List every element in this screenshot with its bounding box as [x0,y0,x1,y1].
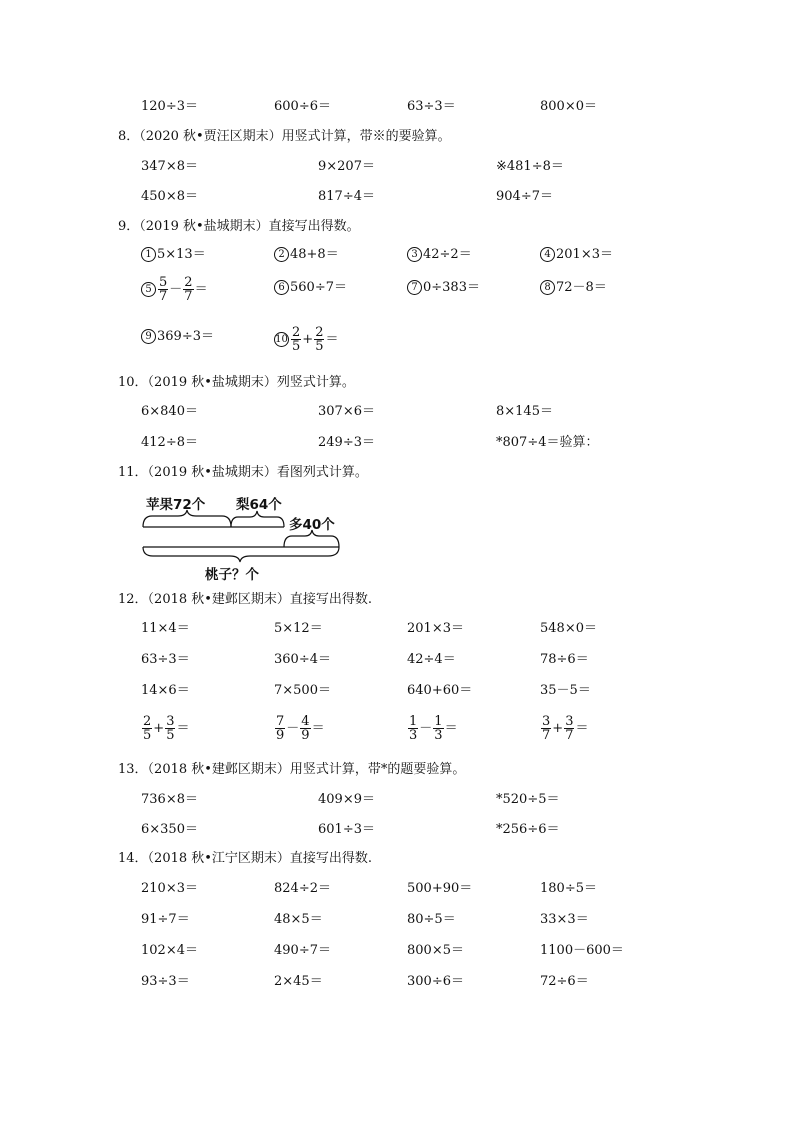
question-12-title: 12．（2018 秋•建邺区期末）直接写出得数. [118,592,373,607]
question-10-title: 10．（2019 秋•盐城期末）列竖式计算。 [118,375,355,390]
calc-item: 4 201×3＝ [540,247,613,263]
question-14-title: 14．（2018 秋•江宁区期末）直接写出得数. [118,851,373,866]
calc-item: 35－5＝ [540,683,591,698]
calc-item: 736×8＝ [141,792,198,807]
calc-item: 93÷3＝ [141,974,190,989]
calc-item: 5×12＝ [274,621,323,636]
calc-item: 8×145＝ [496,404,553,419]
circled-number: 6 [274,280,289,295]
calc-item: 63÷3＝ [141,652,190,667]
calc-item: *520÷5＝ [496,792,560,807]
calc-item: 201×3＝ [407,621,464,636]
calc-item: 800×0＝ [540,99,597,114]
calc-item: 817÷4＝ [318,189,375,204]
calc-item: 33×3＝ [540,912,589,927]
calc-item: 307×6＝ [318,404,375,419]
fraction: $\frac{1}{3}$ [434,714,443,743]
peach-brace [143,547,339,562]
calc-item: 1 5×13＝ [141,247,206,263]
calc-item: *256÷6＝ [496,822,560,837]
circled-number: 4 [540,247,555,262]
question-13-title: 13．（2018 秋•建邺区期末）用竖式计算，带*的题要验算。 [118,762,466,777]
calc-item: 1100－600＝ [540,943,624,958]
circled-number: 8 [540,280,555,295]
calc-item: 14×6＝ [141,683,190,698]
calc-item: 500+90＝ [407,881,473,896]
fraction-item: $\frac{1}{3}$ － $\frac{1}{3}$ ＝ [409,714,458,743]
fraction-item: 10 $\frac{2}{5}$ + $\frac{2}{5}$ ＝ [275,325,339,354]
calc-item: 91÷7＝ [141,912,190,927]
fraction-item: $\frac{3}{7}$ + $\frac{3}{7}$ ＝ [542,714,589,743]
more-label: 多40个 [289,517,335,533]
calc-item: 72÷6＝ [540,974,589,989]
circled-number: 1 [141,247,156,262]
question-8-title: 8．（2020 秋•贾汪区期末）用竖式计算，带※的要验算。 [118,129,451,144]
pear-label: 梨64个 [236,497,282,513]
calc-item: 600÷6＝ [274,99,331,114]
fraction: $\frac{3}{7}$ [542,714,551,743]
fraction-item: 5 $\frac{5}{7}$ － $\frac{2}{7}$ ＝ [141,276,208,303]
fraction: $\frac{2}{7}$ [184,275,193,304]
calc-item: 409×9＝ [318,792,375,807]
calc-item: 180÷5＝ [540,881,597,896]
calc-item: *807÷4＝验算： [496,435,599,450]
calc-item: 6 560÷7＝ [274,280,347,296]
calc-item: 800×5＝ [407,943,464,958]
circled-number: 3 [407,247,422,262]
fraction-item: $\frac{2}{5}$ + $\frac{3}{5}$ ＝ [143,714,190,743]
fraction: $\frac{7}{9}$ [276,714,285,743]
calc-item: 210×3＝ [141,881,198,896]
circled-number: 9 [141,329,156,344]
circled-number: 5 [141,282,156,297]
fraction: $\frac{3}{7}$ [565,714,574,743]
apple-label: 苹果72个 [146,497,206,513]
calc-item: 6×840＝ [141,404,198,419]
fraction: $\frac{2}{5}$ [315,325,324,354]
calc-item: 48×5＝ [274,912,323,927]
calc-item: 2 48+8＝ [274,247,339,263]
pear-brace [231,511,284,527]
calc-item: ※481÷8＝ [496,159,564,174]
calc-item: 824÷2＝ [274,881,331,896]
calc-item: 640+60＝ [407,683,473,698]
question-11-title: 11．（2019 秋•盐城期末）看图列式计算。 [118,465,368,480]
calc-item: 7×500＝ [274,683,331,698]
calc-item: 360÷4＝ [274,652,331,667]
calc-item: 78÷6＝ [540,652,589,667]
calc-item: 7 0÷383＝ [407,280,480,296]
calc-item: 9 369÷3＝ [141,329,214,345]
calc-item: 9×207＝ [318,159,375,174]
fraction: $\frac{4}{9}$ [301,714,310,743]
circled-number: 10 [275,334,288,345]
calc-item: 300÷6＝ [407,974,464,989]
calc-item: 2×45＝ [274,974,323,989]
calc-item: 42÷4＝ [407,652,456,667]
circled-number: 2 [274,247,289,262]
peach-label: 桃子？个 [205,567,259,583]
fraction: $\frac{3}{5}$ [166,714,175,743]
fraction: $\frac{2}{5}$ [292,325,301,354]
calc-item: 63÷3＝ [407,99,456,114]
circled-number: 7 [407,280,422,295]
calc-item: 347×8＝ [141,159,198,174]
calc-item: 249÷3＝ [318,435,375,450]
calc-item: 601÷3＝ [318,822,375,837]
calc-item: 450×8＝ [141,189,198,204]
calc-item: 6×350＝ [141,822,198,837]
calc-item: 548×0＝ [540,621,597,636]
calc-item: 904÷7＝ [496,189,553,204]
fraction: $\frac{5}{7}$ [159,275,168,304]
calc-item: 412÷8＝ [141,435,198,450]
calc-item: 3 42÷2＝ [407,247,472,263]
calc-item: 102×4＝ [141,943,198,958]
question-9-title: 9．（2019 秋•盐城期末）直接写出得数。 [118,219,360,234]
more-brace [284,530,339,547]
calc-item: 11×4＝ [141,621,190,636]
calc-item: 120÷3＝ [141,99,198,114]
calc-item: 8 72－8＝ [540,280,607,296]
fraction: $\frac{2}{5}$ [143,714,152,743]
fraction: $\frac{1}{3}$ [409,714,418,743]
calc-item: 490÷7＝ [274,943,331,958]
fraction-item: $\frac{7}{9}$ － $\frac{4}{9}$ ＝ [276,714,325,743]
calc-item: 80÷5＝ [407,912,456,927]
apple-brace [143,510,231,527]
